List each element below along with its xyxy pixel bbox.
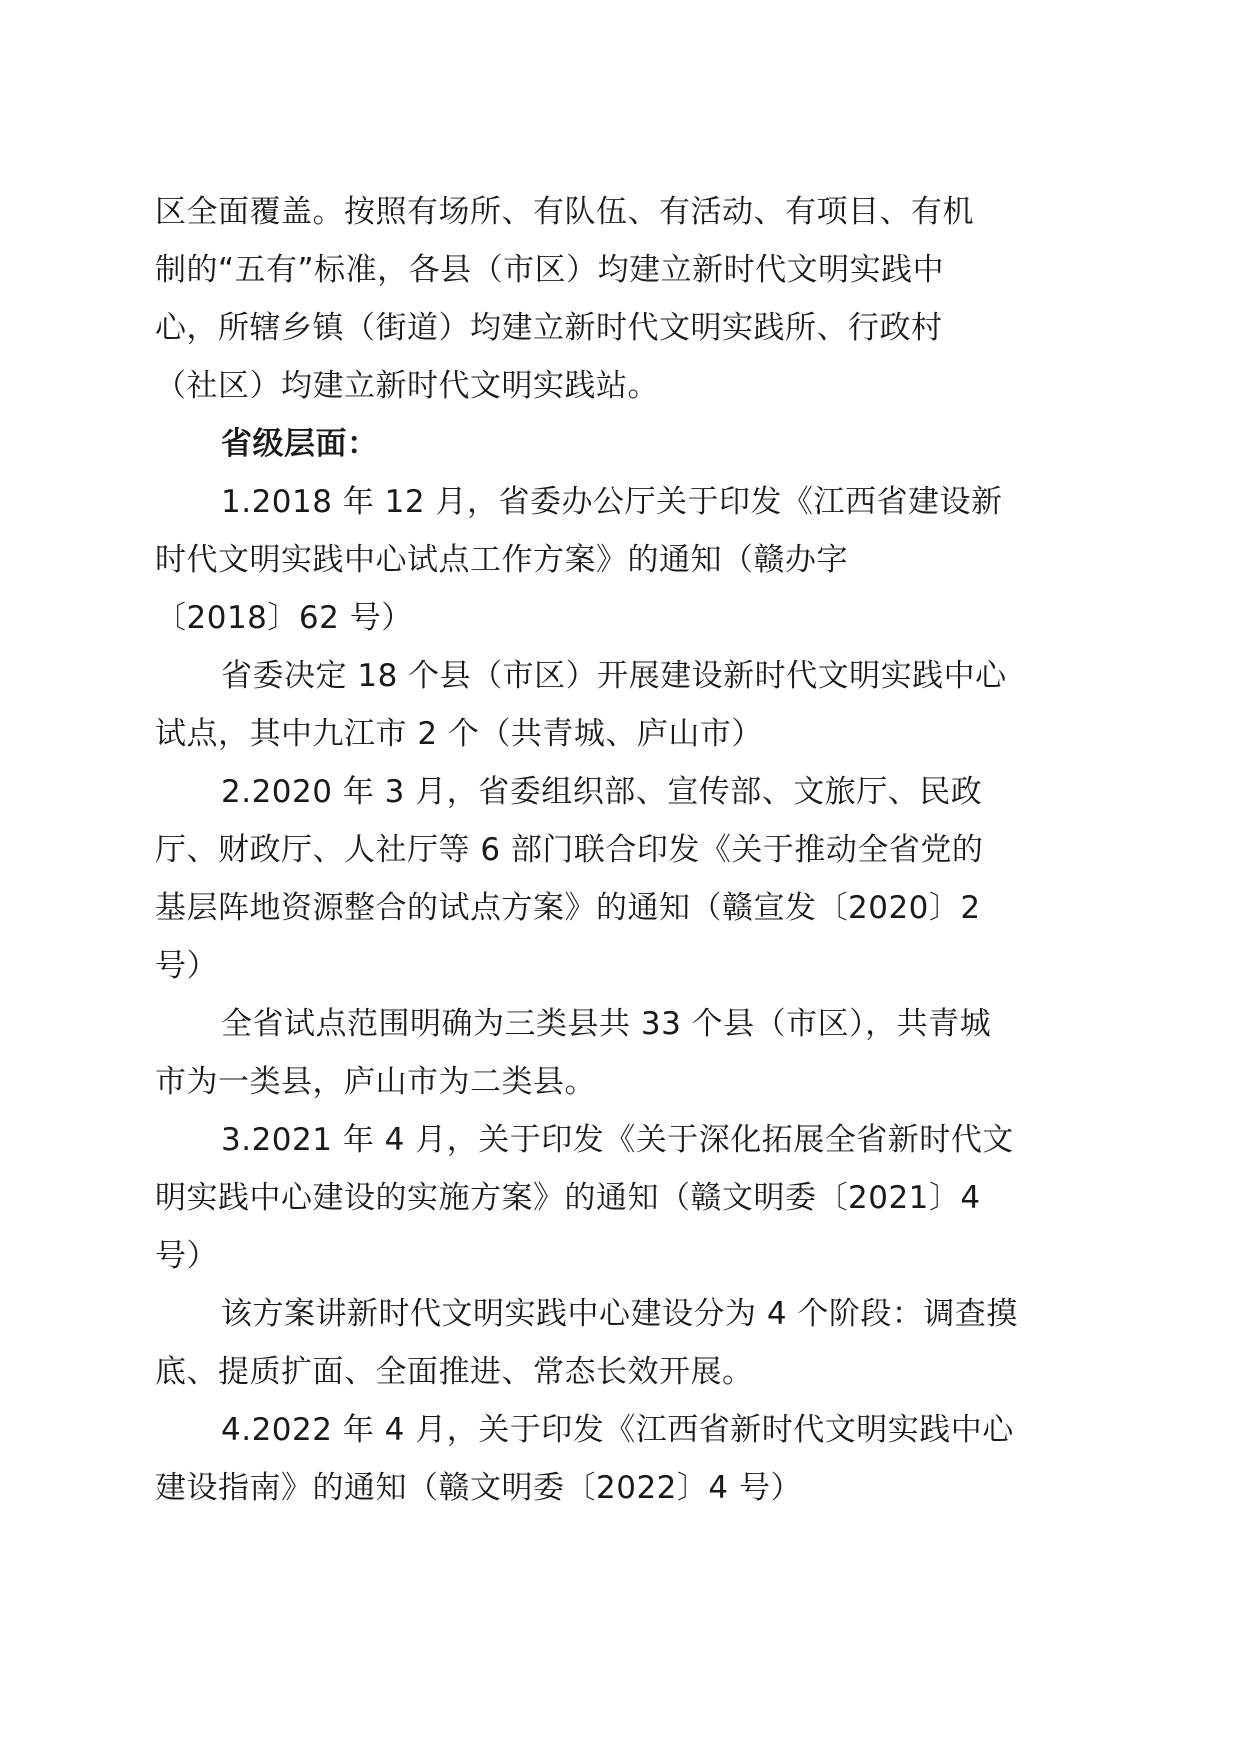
paragraph-line: 省委决定 18 个县（市区）开展建设新时代文明实践中心 bbox=[221, 658, 1007, 694]
paragraph-line: 〔2018〕62 号） bbox=[155, 600, 413, 636]
document-body bbox=[155, 183, 1085, 1517]
paragraph-line: 心，所辖乡镇（街道）均建立新时代文明实践所、行政村 bbox=[155, 310, 943, 346]
paragraph-line: 制的“五有”标准，各县（市区）均建立新时代文明实践中 bbox=[155, 252, 945, 288]
paragraph-line: 基层阵地资源整合的试点方案》的通知（赣宣发〔2020〕2 bbox=[155, 890, 981, 926]
paragraph-line: 4.2022 年 4 月，关于印发《江西省新时代文明实践中心 bbox=[221, 1412, 1014, 1448]
paragraph-line: 全省试点范围明确为三类县共 33 个县（市区），共青城 bbox=[221, 1006, 992, 1042]
paragraph-line: 底、提质扩面、全面推进、常态长效开展。 bbox=[155, 1354, 754, 1390]
paragraph-line: 2.2020 年 3 月，省委组织部、宣传部、文旅厅、民政 bbox=[221, 774, 983, 810]
paragraph-line: 明实践中心建设的实施方案》的通知（赣文明委〔2021〕4 bbox=[155, 1180, 981, 1216]
paragraph-line: 该方案讲新时代文明实践中心建设分为 4 个阶段：调查摸 bbox=[221, 1296, 1018, 1332]
paragraph-line: 区全面覆盖。按照有场所、有队伍、有活动、有项目、有机 bbox=[155, 194, 974, 230]
paragraph-line: 号） bbox=[155, 948, 218, 984]
paragraph-line: 厅、财政厅、人社厅等 6 部门联合印发《关于推动全省党的 bbox=[155, 832, 984, 868]
paragraph-line: （社区）均建立新时代文明实践站。 bbox=[155, 368, 659, 404]
paragraph-line: 3.2021 年 4 月，关于印发《关于深化拓展全省新时代文 bbox=[221, 1122, 1014, 1158]
paragraph-line: 市为一类县，庐山市为二类县。 bbox=[155, 1064, 596, 1100]
paragraph-line: 号） bbox=[155, 1238, 218, 1274]
paragraph-line: 1.2018 年 12 月，省委办公厅关于印发《江西省建设新 bbox=[221, 484, 1003, 520]
section-heading: 省级层面： bbox=[221, 426, 379, 462]
paragraph-line: 建设指南》的通知（赣文明委〔2022〕4 号） bbox=[155, 1470, 802, 1506]
paragraph-line: 试点，其中九江市 2 个（共青城、庐山市） bbox=[155, 716, 763, 752]
paragraph-line: 时代文明实践中心试点工作方案》的通知（赣办字 bbox=[155, 542, 848, 578]
